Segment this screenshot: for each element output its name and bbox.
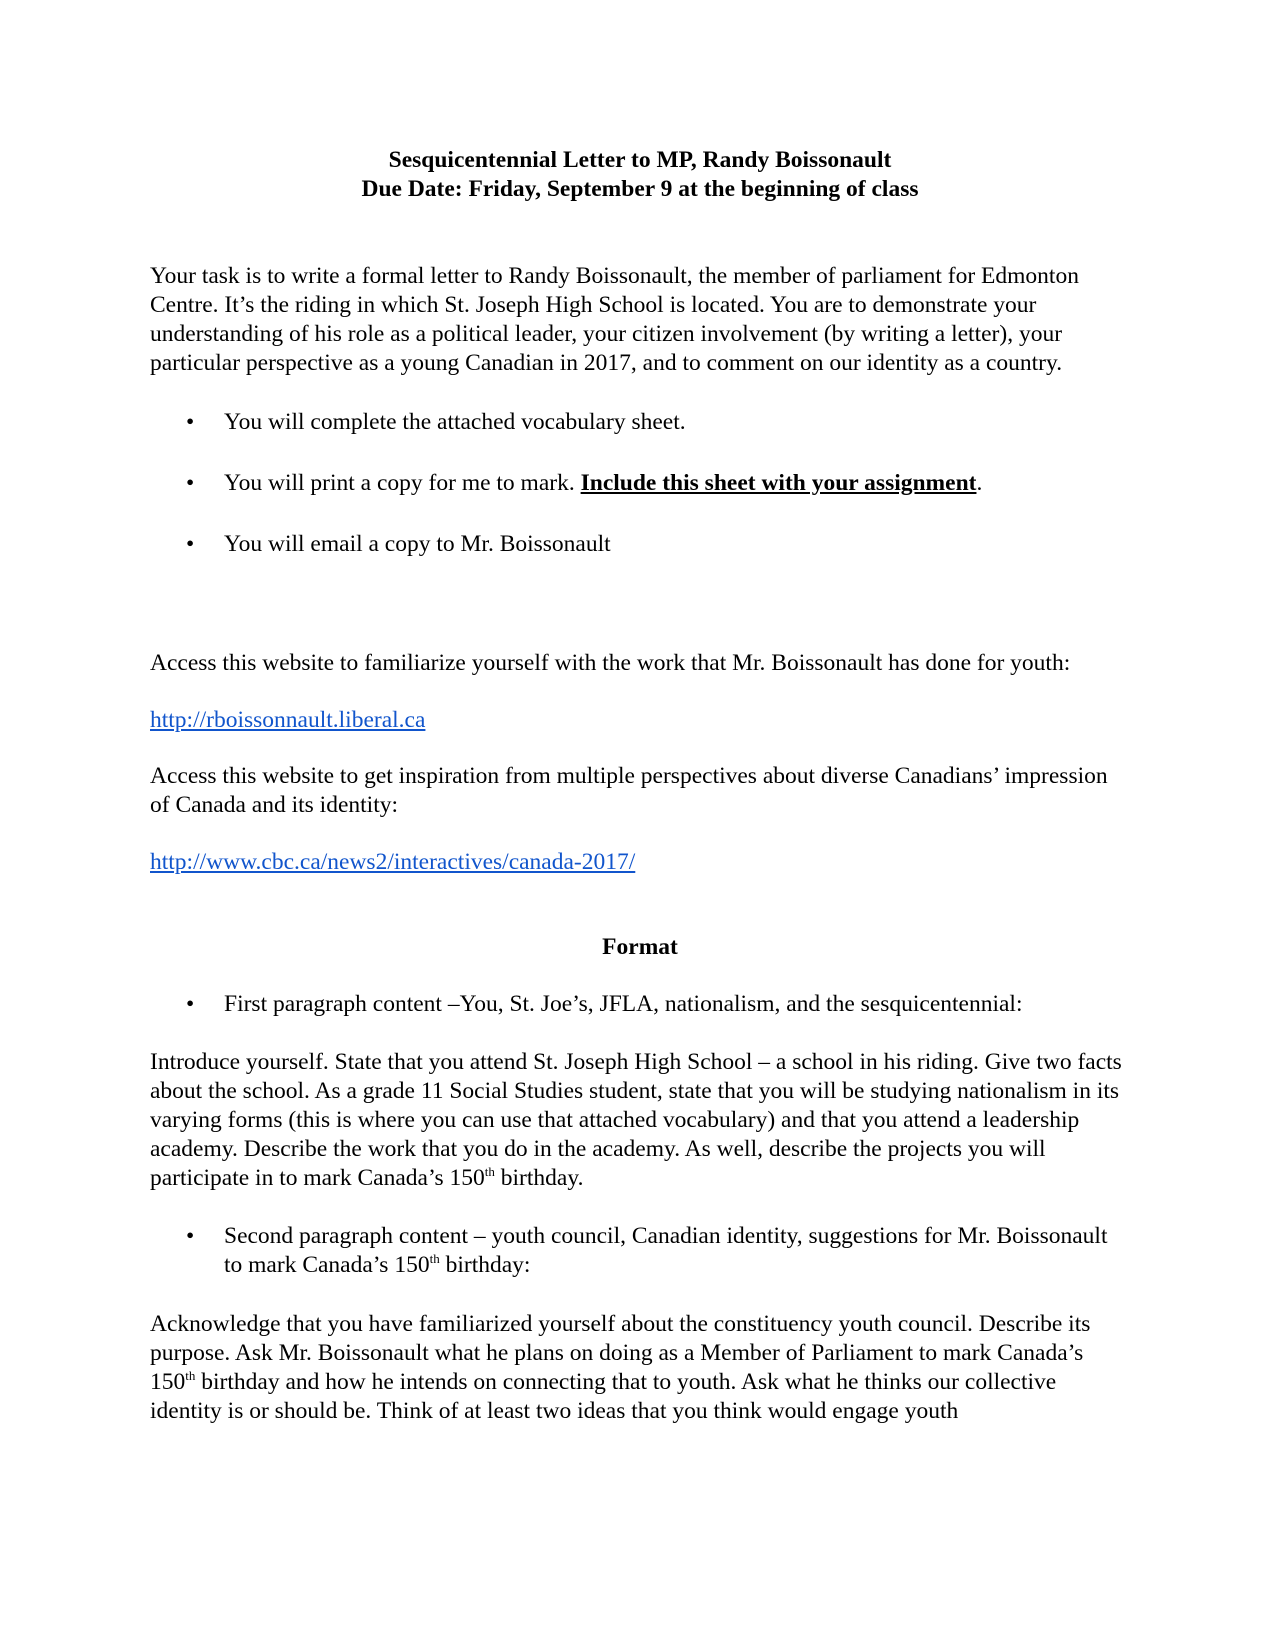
task-item-print	[150, 469, 1130, 498]
task-item-email	[150, 530, 1130, 559]
task-text-end: .	[976, 470, 983, 496]
bullet-icon: •	[186, 409, 195, 435]
format-list-2	[150, 1222, 1130, 1280]
boissonnault-website-link[interactable]: http://rboissonnault.liberal.ca	[150, 707, 426, 733]
title-line-1: Sesquicentennial Letter to MP, Randy Boissonault	[388, 147, 892, 173]
bullet-icon: •	[186, 991, 195, 1017]
cbc-canada-2017-link[interactable]: http://www.cbc.ca/news2/interactives/canada-2017/	[150, 849, 636, 875]
task-list	[150, 408, 1130, 559]
task-text: You will email a copy to Mr. Boissonault	[224, 531, 611, 557]
bullet-icon: •	[186, 531, 195, 557]
second-paragraph-instructions: Acknowledge that you have familiarized yourself about the constituency youth council. Describe its purpose. Ask Mr. Boissonault what he plans on doing as a Member of Parliament to mark Canada’s 150th birthday and how he intends on connecting that to youth. Ask what he thinks our collective identity is or should be. Think of at least two ideas that you think would engage youth	[150, 1311, 1091, 1424]
task-text: You will complete the attached vocabulary sheet.	[224, 409, 686, 435]
format-item-second-paragraph	[150, 1222, 1130, 1280]
access-website-1-text: Access this website to familiarize yourself with the work that Mr. Boissonault has done for youth:	[150, 650, 1071, 676]
format-item-first-paragraph	[150, 990, 1130, 1019]
task-item-vocabulary	[150, 408, 1130, 437]
intro-paragraph: Your task is to write a formal letter to Randy Boissonault, the member of parliament for Edmonton Centre. It’s the riding in which St. Joseph High School is located. You are to demonstrate your understanding of his role as a political leader, your citizen involvement (by writing a letter), your particular perspective as a young Canadian in 2017, and to comment on our identity as a country.	[150, 263, 1079, 376]
task-text: You will print a copy for me to mark.	[224, 470, 581, 496]
task-emphasis: Include this sheet with your assignment	[580, 470, 977, 496]
format-heading: Format	[602, 934, 678, 960]
format-list-1	[150, 990, 1130, 1019]
bullet-icon: •	[186, 470, 195, 496]
title-due-date: Due Date: Friday, September 9 at the beginning of class	[361, 176, 919, 202]
format-item-text: First paragraph content –You, St. Joe’s, JFLA, nationalism, and the sesquicentennial:	[224, 991, 1023, 1017]
document-title	[150, 146, 1130, 204]
first-paragraph-instructions: Introduce yourself. State that you attend St. Joseph High School – a school in his riding. Give two facts about the school. As a grade 11 Social Studies student, state that you will be studying nationalism in its varying forms (this is where you can use that attached vocabulary) and that you attend a leadership academy. Describe the work that you do in the academy. As well, describe the projects you will participate in to mark Canada’s 150th birthday.	[150, 1049, 1122, 1191]
access-website-2-text: Access this website to get inspiration from multiple perspectives about diverse Canadians’ impression of Canada and its identity:	[150, 763, 1108, 818]
format-item-text: Second paragraph content – youth council, Canadian identity, suggestions for Mr. Boissonault to mark Canada’s 150th birthday:	[224, 1223, 1108, 1278]
document-page	[150, 146, 1130, 1426]
bullet-icon: •	[186, 1223, 195, 1249]
